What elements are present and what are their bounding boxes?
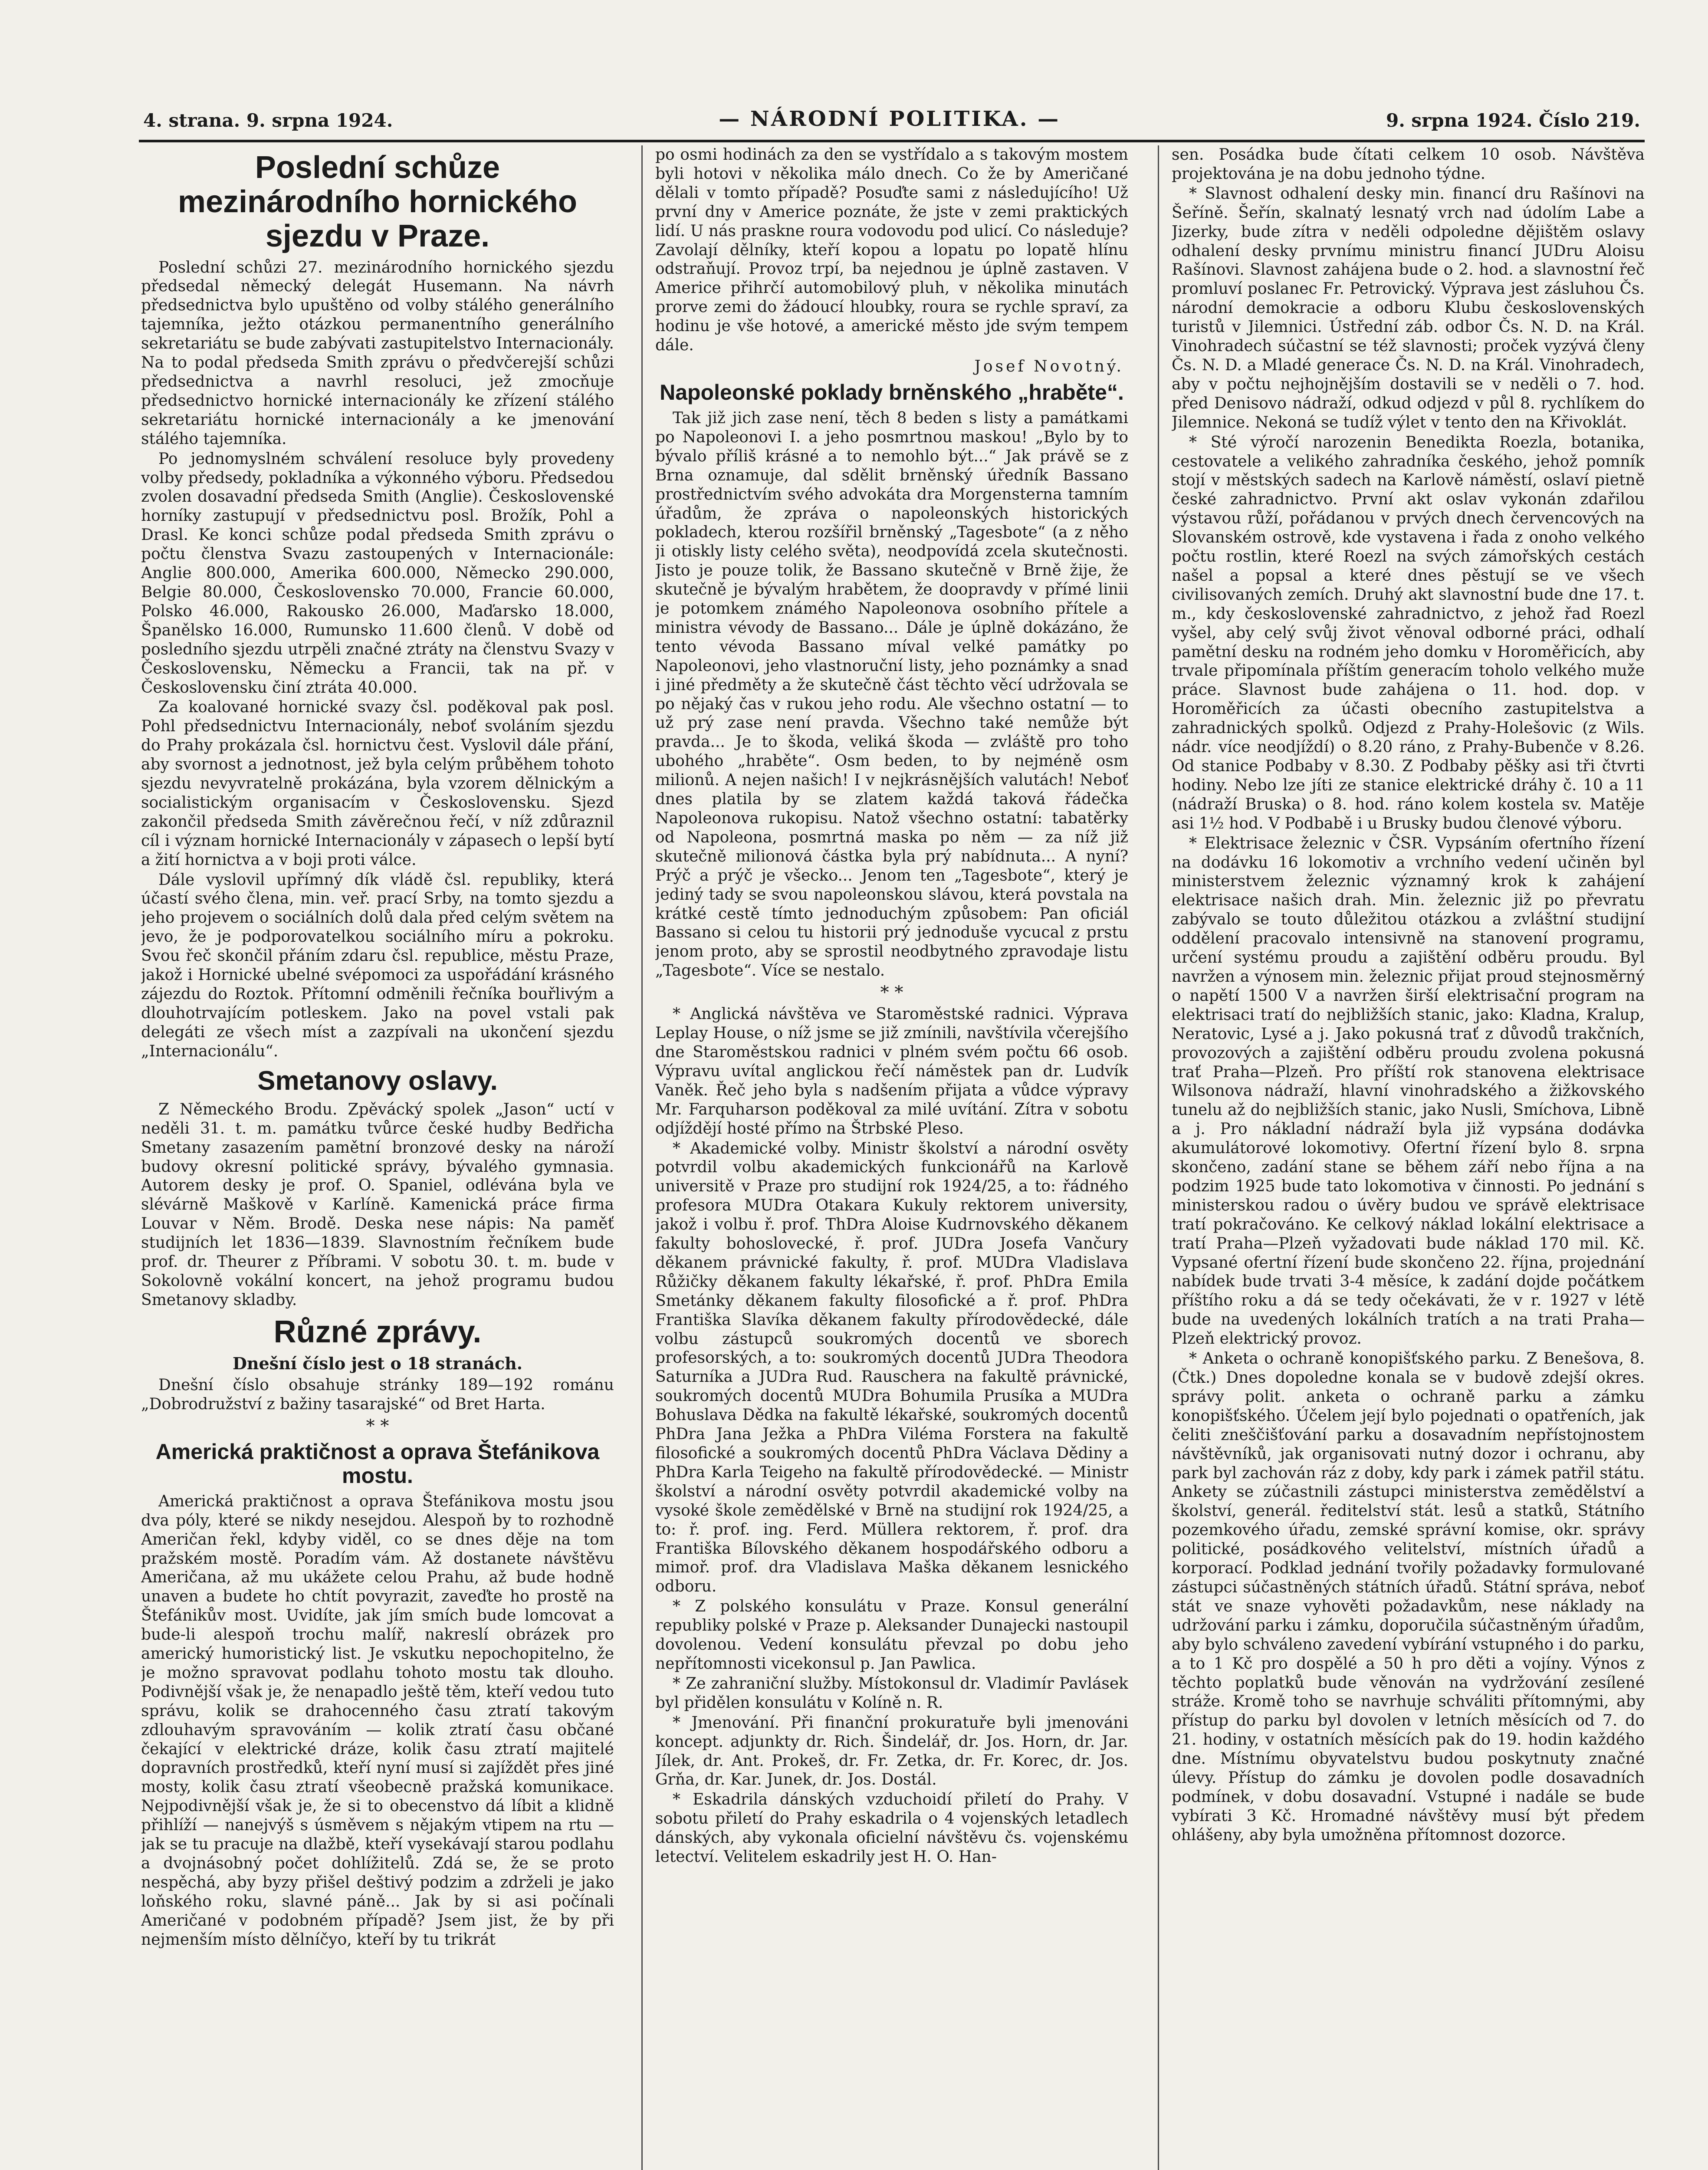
header-rule xyxy=(139,140,1645,142)
header-issue-number: 9. srpna 1924. Číslo 219. xyxy=(1386,110,1640,131)
news-item-academic-elections: * Akademické volby. Ministr školství a národní osvěty potvrdil volbu akademických funkcionářů na Karlově universitě v Praze pro studijní rok 1924/25, a to: řádného profesora MUDra Otakara Kukuly rektorem university, jakož i volbu ř. prof. ThDra Aloise Kudrnovského děkanem fakulty bohoslovecké, ř. prof. JUDra Josefa Vančury děkanem právnické fakulty, ř. prof. MUDra Vladislava Růžičky děkanem fakulty lékařské, ř. prof. PhDra Emila Smetánky děkanem fakulty filosofické a ř. prof. PhDra Františka Slavíka děkanem fakulty přírodovědecké, dále volbu zástupců soukromých docentů ve sborech profesorských, a to: soukromých docentů JUDra Theodora Saturníka a JUDra Rud. Rauschera na fakultě právnické, soukromých docentů MUDra Bohumila Prusíka a MUDra Bohuslava Dědka na fakultě lékařské, soukromých docentů PhDra Jana Ježka a PhDra Viléma Forstera na fakultě filosofické a soukromých docentů PhDra Václava Dědiny a PhDra Karla Teigeho na fakultě přírodovědecké. — Ministr školství a národní osvěty potvrdil akademické volby na vysoké škole zemědělské v Brně na studijní rok 1924/25, a to: ř. prof. ing. Ferd. Müllera rektorem, ř. prof. dra Františka Bílovského děkanem hospodářského odboru a mimoř. prof. dra Vladislava Maška děkanem lesnického odboru. xyxy=(655,1139,1128,1596)
column-3 xyxy=(1172,145,1645,2170)
article-title-stefanik-bridge: Americká praktičnost a oprava Štefánikova mostu. xyxy=(155,1439,600,1488)
section-title-various-news: Různé zprávy. xyxy=(273,1314,482,1349)
column-2 xyxy=(655,145,1128,2170)
column-divider-1 xyxy=(641,145,643,2170)
article-paragraph: Po jednomyslném schválení resoluce byly provedeny volby předsedy, pokladníka a výkonného výboru. Předsedou zvolen dosavadní předseda Smith (Anglie). Československé horníky zastupují v předsednictvu posl. Brožík, Pohl a Drasl. Ke konci schůze podal předseda Smith zprávu o počtu členstva Svazu zastoupených v Internacionále: Anglie 800.000, Amerika 600.000, Německo 290.000, Belgie 80.000, Československo 70.000, Francie 60.000, Polsko 46.000, Rakousko 26.000, Maďarsko 18.000, Španělsko 16.000, Rumunsko 11.600 členů. V době od posledního sjezdu utrpěli značné ztráty na členstvu Svazy v Československu, Německu a Francii, tak na př. v Československu činí ztráta 40.000. xyxy=(141,450,614,697)
issue-note-novel: Dnešní číslo obsahuje stránky 189—192 románu „Dobrodružství z bažiny tasarajské“ od Bret Harta. xyxy=(141,1376,614,1413)
news-item-konopiste-park: * Anketa o ochraně konopišťského parku. Z Benešova, 8. (Čtk.) Dnes dopoledne konala se v budově zdejší okres. správy polit. anketa o ochraně parku a zámku konopišťského. Účelem její bylo pojednati o opatřeních, jak čeliti zneščišťování parku a dosavadním nepřístojnostem návštěvníků, jak organisovati nutný dozor i ochranu, aby park byl zachován ráz z doby, kdy park i zámek patřil státu. Ankety se zúčastnili zástupci ministerstva zemědělství a školství, generál. ředitelství stát. lesů a statků, Státního pozemkového úřadu, zemské správní komise, okr. správy politické, posádkového velitelství, místních úřadů a korporací. Podklad jednání tvořily požadavky formulované zástupci súčastněných státních úřadů. Státní správa, neboť stát ve snaze vyhověti požadavkům, nese náklady na udržování parku i zámku, doporučila súčastněným úřadům, aby bylo schváleno zavedení vybírání vstupného i do parku, a to 1 Kč pro dospělé a 50 h pro děti a vojíny. Výnos z těchto poplatků bude věnován na vydržování zesílené stráže. Kromě toho se navrhuje schváliti přítomnými, aby přístup do parku byl dovolen v letních měsících od 7. do 21. hodiny, v ostatních měsících pak do 19. hodin každého dne. Místnímu obyvatelstvu budou poskytnuty značné úlevy. Přístup do zámku je dovolen podle dosavadních podmínek, v dobu dosavadní. Vstupné i nadále se bude vybírati 3 Kč. Hromadné návštěvy musí být předem ohlášeny, aby byla umožněna přítomnost dozorce. xyxy=(1172,1350,1645,1844)
article-paragraph: Poslední schůzi 27. mezinárodního hornického sjezdu předsedal německý delegát Husemann. Na návrh předsednictva bylo upuštěno od volby stálého generálního tajemníka, ježto otázkou permanentního generálního sekretariátu se bude zabývati zastupitelstvo Internacionály. Na to podal předseda Smith zprávu o předvčerejší schůzi předsednictva a navrhl resoluci, jež zmocňuje předsednictvo hornické internacionály ke zřízení stálého sekretariátu hornické internacionály a ke jmenování stálého tajemníka. xyxy=(141,258,614,448)
news-item-appointments: * Jmenování. Při finanční prokuratuře byli jmenováni koncept. adjunkty dr. Rich. Šindelář, dr. Jos. Horn, dr. Jar. Jílek, dr. Ant. Prokeš, dr. Fr. Zetka, dr. Fr. Korec, dr. Jos. Grňa, dr. Kar. Junek, dr. Jos. Dostál. xyxy=(655,1713,1128,1789)
header-page-date: 4. strana. 9. srpna 1924. xyxy=(143,110,393,131)
article-title-mining-congress: Poslední schůze mezinárodního hornického sjezdu v Praze. xyxy=(177,150,578,254)
news-item-danish-squadron: * Eskadrila dánských vzduchoidí přiletí do Prahy. V sobotu přiletí do Prahy eskadrila o 4 vojenských letadlech dánských, aby vykonala oficielní návštěvu čs. vojenskému letectví. Velitelem eskadrily jest H. O. Han- xyxy=(655,1791,1128,1866)
author-signature: Josef Novotný. xyxy=(974,357,1124,375)
article-paragraph: Tak již jich zase není, těch 8 beden s listy a památkami po Napoleonovi I. a jeho posmrtnou maskou! „Bylo by to bývalo příliš krásné a to nemohlo být...“ Jak právě se z Brna oznamuje, dal sdělit brněnský úředník Bassano prostřednictvím svého advokáta dra Morgensterna tamním úřadům, že zpráva o napoleonských historických pokladech, kterou rozšířil brněnský „Tagesbote“ (a z něho ji otiskly listy celého světa), neodpovídá zcela skutečnosti. Jisto je pouze tolik, že Bassano skutečně v Brně žije, že skutečně je bývalým hrabětem, že doopravdy v přímé linii je potomkem známého Napoleonova osobního přítele a ministra vévody de Bassano... Dále je úplně dokázáno, že tento vévoda Bassano míval velké památky po Napoleonovi, jeho vlastnoruční listy, jeho poznámky a snad i jiné předměty a že skutečně část těchto věcí udržovala se po nějaký čas v rukou jeho rodu. Ale všechno ostatní — to už prý zase není pravda. Všechno také nemůže být pravda... Je to škoda, veliká škoda — zvláště pro toho ubohého „hraběte“. Osm beden, to by nejméně osm milionů. A nejen našich! I v nejkrásnějších valutách! Neboť dnes platila by se zlatem každá taková řádečka Napoleonova rukopisu. Natož všechno ostatní: tabatěrky od Napoleona, posmrtná maska po něm — za níž již skutečně milionová částka byla prý nabídnuta... A nyní? Prýč a prýč je všecko... Jenom ten „Tagesbote“, který je jediný tady se svou napoleonskou slávou, která povstala na krátké cestě tímto jednoduchým způsobem: Pan oficiál Bassano si celou tu historii prý jednoduše vycucal z prstu jenom proto, aby se sprostil neodbytného zpravodaje listu „Tagesbote“. Více se nestalo. xyxy=(655,409,1128,980)
news-item-foreign-service: * Ze zahraniční služby. Místokonsul dr. Vladimír Pavlásek byl přidělen konsulátu v Kolíně n. R. xyxy=(655,1674,1128,1712)
article-title-smetana: Smetanovy oslavy. xyxy=(257,1065,498,1096)
news-item-rasin-plaque: * Slavnost odhalení desky min. financí dru Rašínovi na Šeříně. Šeřín, skalnatý lesnatý vrch nad údolím Labe a Jizerky, bude zítra v neděli odpoledne dějištěm oslavy odhalení desky prvnímu ministru financí JUDru Aloisu Rašínovi. Slavnost zahájena bude o 2. hod. a slavnostní řeč promluví poslanec Fr. Petrovický. Výprava jest zásluhou Čs. národní demokracie a odboru Klubu československých turistů v Jilemnici. Ústřední záb. odbor Čs. N. D. na Král. Vinohradech súčastní se též slavnosti; proček vyzývá členy Čs. N. D. a Mladé generace Čs. N. D. na Král. Vinohradech, aby v počtu nejhojnějším dostavili se v neděli o 7. hod. před Denisovo nádraží, odkud odjezd v půl 8. rychlíkem do Jilemnice. Nekoná se tudíž výlet v tento den na Křivoklát. xyxy=(1172,184,1645,431)
section-stars: * * xyxy=(366,1416,389,1436)
column-divider-2 xyxy=(1158,145,1159,2170)
article-paragraph: Dále vyslovil upřímný dík vládě čsl. republiky, která účastí svého člena, min. veř. prací Srby, na tomto sjezdu a jeho projevem o sociálních dolů dala před celým světem na jevo, že je podporovatelkou sociálního míru a pokroku. Svou řeč skončil přáním zdaru čsl. republice, městu Praze, jakož i Hornické ubelné svépomoci za uspořádání krásného zájezdu do Roztok. Přítomní odměnili řečníka bouřlivým a dlouhotrvajícím potleskem. Jako na povel vstali pak delegáti ze všech míst a zazpívali na ukončení sjezdu „Internacionálu“. xyxy=(141,871,614,1060)
news-item-english-visit: * Anglická návštěva ve Staroměstské radnici. Výprava Leplay House, o níž jsme se již zmínili, navštívila včerejšího dne Staroměstskou radnici v plném svém počtu 66 osob. Výpravu uvítal anglickou řečí náměstek pan dr. Ludvík Vaněk. Řeč jeho byla s nadšením přijata a vůdce výpravy Mr. Farquharson poděkoval za milé uvítání. Zítra v sobotu odjíždějí hosté přímo na Štrbské Pleso. xyxy=(655,1005,1128,1138)
section-stars: * * xyxy=(880,983,903,1003)
article-title-napoleon-treasure: Napoleonské poklady brněnského „hraběte“. xyxy=(660,380,1124,404)
article-paragraph: sen. Posádka bude čítati celkem 10 osob. Návštěva projektována je na dobu jednoho týdne. xyxy=(1172,146,1645,183)
article-paragraph: po osmi hodinách za den se vystřídalo a s takovým mostem byli hotovi v několika málo dnech. Co že by Američané dělali v tomto případě? Posuďte sami z následujícího! Už první dny v Americe poznáte, že jste v zemi praktických lidí. U nás praskne roura vodovodu pod ulicí. Co následuje? Zavolají dělníky, kteří kopou a lopatu po lopatě hlínu odstraňují. Provoz trpí, ba nejednou je úplně zastaven. V Americe přihrčí automobilový pluh, v několika minutách prorve zemi do žádoucí hloubky, roura se rychle spraví, za hodinu je vše hotové, a americké město jde svým tempem dále. xyxy=(655,146,1128,355)
news-item-roezl-anniversary: * Sté výročí narozenin Benedikta Roezla, botanika, cestovatele a velikého zahradníka českého, jehož pomník stojí v městských sadech na Karlově náměstí, oslaví pietně české zahradnictvo. První akt oslav vykonán zdařilou výstavou růží, pořádanou v prvých dnech červencových na Slovanském ostrově, kde vystavena i řada z onoho velkého počtu rostlin, které Roezl na svých zámořských cestách našel a popsal a které dnes pěstují se ve všech civilisovaných zemích. Druhý akt slavnostní bude dne 17. t. m., kdy československé zahradnictvo, z jehož řad Roezl vyšel, aby celý svůj život věnoval odborné práci, odhalí pamětní desku na rodném jeho domku v Horoměřicích, aby trvale připomínala příštím generacím toholo velkého muže práce. Slavnost bude zahájena o 11. hod. dop. v Horoměřicích za účasti obecního zastupitelstva a zahradnických spolků. Odjezd z Prahy-Holešovic (z Wils. nádr. více neodjíždí) o 8.20 ráno, z Prahy-Bubenče v 8.26. Od stanice Podbaby v 8.30. Z Podbaby pěšky asi tři čtvrti hodiny. Nebo lze jíti ze stanice elektrické dráhy č. 10 a 11 (nádraží Bruska) o 8. hod. ráno kolem kostela sv. Matěje asi 1½ hod. V Podbabě i u Brusky budou členové výboru. xyxy=(1172,433,1645,832)
news-item-polish-consulate: * Z polského konsulátu v Praze. Konsul generální republiky polské v Praze p. Aleksander Dunajecki nastoupil dovolenou. Vedení konsulátu převzal po dobu jeho nepřítomnosti vicekonsul p. Jan Pawlica. xyxy=(655,1598,1128,1673)
column-1 xyxy=(141,145,614,2170)
article-paragraph: Z Německého Brodu. Zpěvácký spolek „Jason“ uctí v neděli 31. t. m. památku tvůrce české hudby Bedřicha Smetany zasazením pamětní bronzové desky na nároží budovy okresní politické správy, bývalého gymnasia. Autorem desky je prof. O. Spaniel, odlévána byla ve slévárně Maškově v Karlíně. Kamenická práce firma Louvar v Něm. Brodě. Deska nese nápis: Na paměť studijních let 1836—1839. Slavnostním řečníkem bude prof. dr. Theurer z Příbrami. V sobotu 30. t. m. bude v Sokolovně vokální koncert, na jehož programu budou Smetanovy skladby. xyxy=(141,1100,614,1309)
news-item-railway-electrification: * Elektrisace železnic v ČSR. Vypsáním ofertního řízení na dodávku 16 lokomotiv a vrchního vedení učiněn byl ministerstvem železnic významný krok k zahájení elektrisace našich drah. Min. železnic již po převratu zabývalo se touto důležitou otázkou a zvláštní studijní oddělení pracovalo intensivně na stanovení programu, určení systému proudu a zajištění odběru proudu. Byl navržen a výnosem min. železnic přijat proud stejnosměrný o napětí 1500 V a navržen širší elektrisační program na elektrisaci tratí do nejbližších stanic, jako: Kladna, Kralup, Neratovic, Lysé a j. Jako pokusná trať z důvodů trakčních, provozových a zajištění odběru proudu zvolena pokusná trať Praha—Plzeň. Pro příští rok stanovena elektrisace Wilsonova nádraží, hlavní vinohradského a žižkovského tunelu až do nejbližších stanic, jako Nusli, Smíchova, Libně a j. Pro nákladní nádraží byla již vypsána dodávka akumulátorové lokomotivy. Ofertní řízení bylo 8. srpna skončeno, zadání stane se během září nebo října a na podzim 1925 bude tato lokomotiva v činnosti. Po jednání s ministerskou radou o úvěry budou ve správě elektrisace tratí pokračováno. Ke celkový náklad lokální elektrisace a tratí Praha—Plzeň vyžadovati bude náklad 170 mil. Kč. Vypsané ofertní řízení bude skončeno 22. října, projednání nabídek bude trvati 3-4 měsíce, k zadání dojde počátkem příštího roku a dá se tedy očekávati, že v r. 1927 v létě bude na uvedených lokálních tratích a na trati Praha—Plzeň elektrický provoz. xyxy=(1172,834,1645,1348)
article-paragraph: Za koalované hornické svazy čsl. poděkoval pak posl. Pohl předsednictvu Internacionály, neboť svoláním sjezdu do Prahy prokázala čsl. hornictvu čest. Vyslovil dále přání, aby svornost a jednotnost, jež byla celým průběhem tohoto sjezdu nevyvratelně prokázána, byla vzorem dělnickým a socialistickým organisacím v Československu. Sjezd zakončil předseda Smith závěrečnou řečí, v níž zdůraznil cíl i význam hornické Internacionály v zápasech o lepší bytí a žití hornictva a v boji proti válce. xyxy=(141,698,614,869)
article-paragraph: Americká praktičnost a oprava Štefánikova mostu jsou dva póly, které se nikdy nesejdou. Alespoň by to rozhodně Američan řekl, kdyby viděl, co se dnes děje na tom pražském mostě. Poradím vám. Až dostanete návštěvu Američana, až mu ukážete celou Prahu, až bude hodně unaven a budete ho chtít povyrazit, zaveďte ho prostě na Štefánikův most. Uvidíte, jak jím smích bude lomcovat a bude-li alespoň trochu malíř, nakreslí obrázek pro americký humoristický list. Je vskutku nepochopitelno, že je možno spravovat podlahu tohoto mostu tak dlouho. Podivnější však je, že nenapadlo ještě těm, kteří vedou tuto správu, kolik se drahocenného času ztratí takovým zdlouhavým spravováním — kolik ztratí času občané čekající v elektrické dráze, kolik času ztratí majitelé dopravních prostředků, kteří nyní musí si zajíždět přes jiné mosty, kolik času ztratí všeobecně pražská komunikace. Nejpodivnější však je, že si to obecenstvo dá líbit a klidně přihlíží — nanejvýš s úsměvem s nějakým vtipem na rtu — jak se tu pracuje na dlažbě, kteří vysekávají starou podlahu a dvojnásobný počet dohlížitelů. Zdá se, že se proto nespěchá, aby byzy přišel deštivý podzim a zdrželi je jako loňského roku, slavné páně... Jak by si asi počínali Američané v podobném případě? Jsem jist, že by při nejmenším místo dělníčyo, kteří by tu trikrát xyxy=(141,1492,614,1949)
issue-note-pages: Dnešní číslo jest o 18 stranách. xyxy=(232,1353,523,1373)
header-masthead: — NÁRODNÍ POLITIKA. — xyxy=(719,107,1061,131)
page-header xyxy=(143,101,1640,131)
